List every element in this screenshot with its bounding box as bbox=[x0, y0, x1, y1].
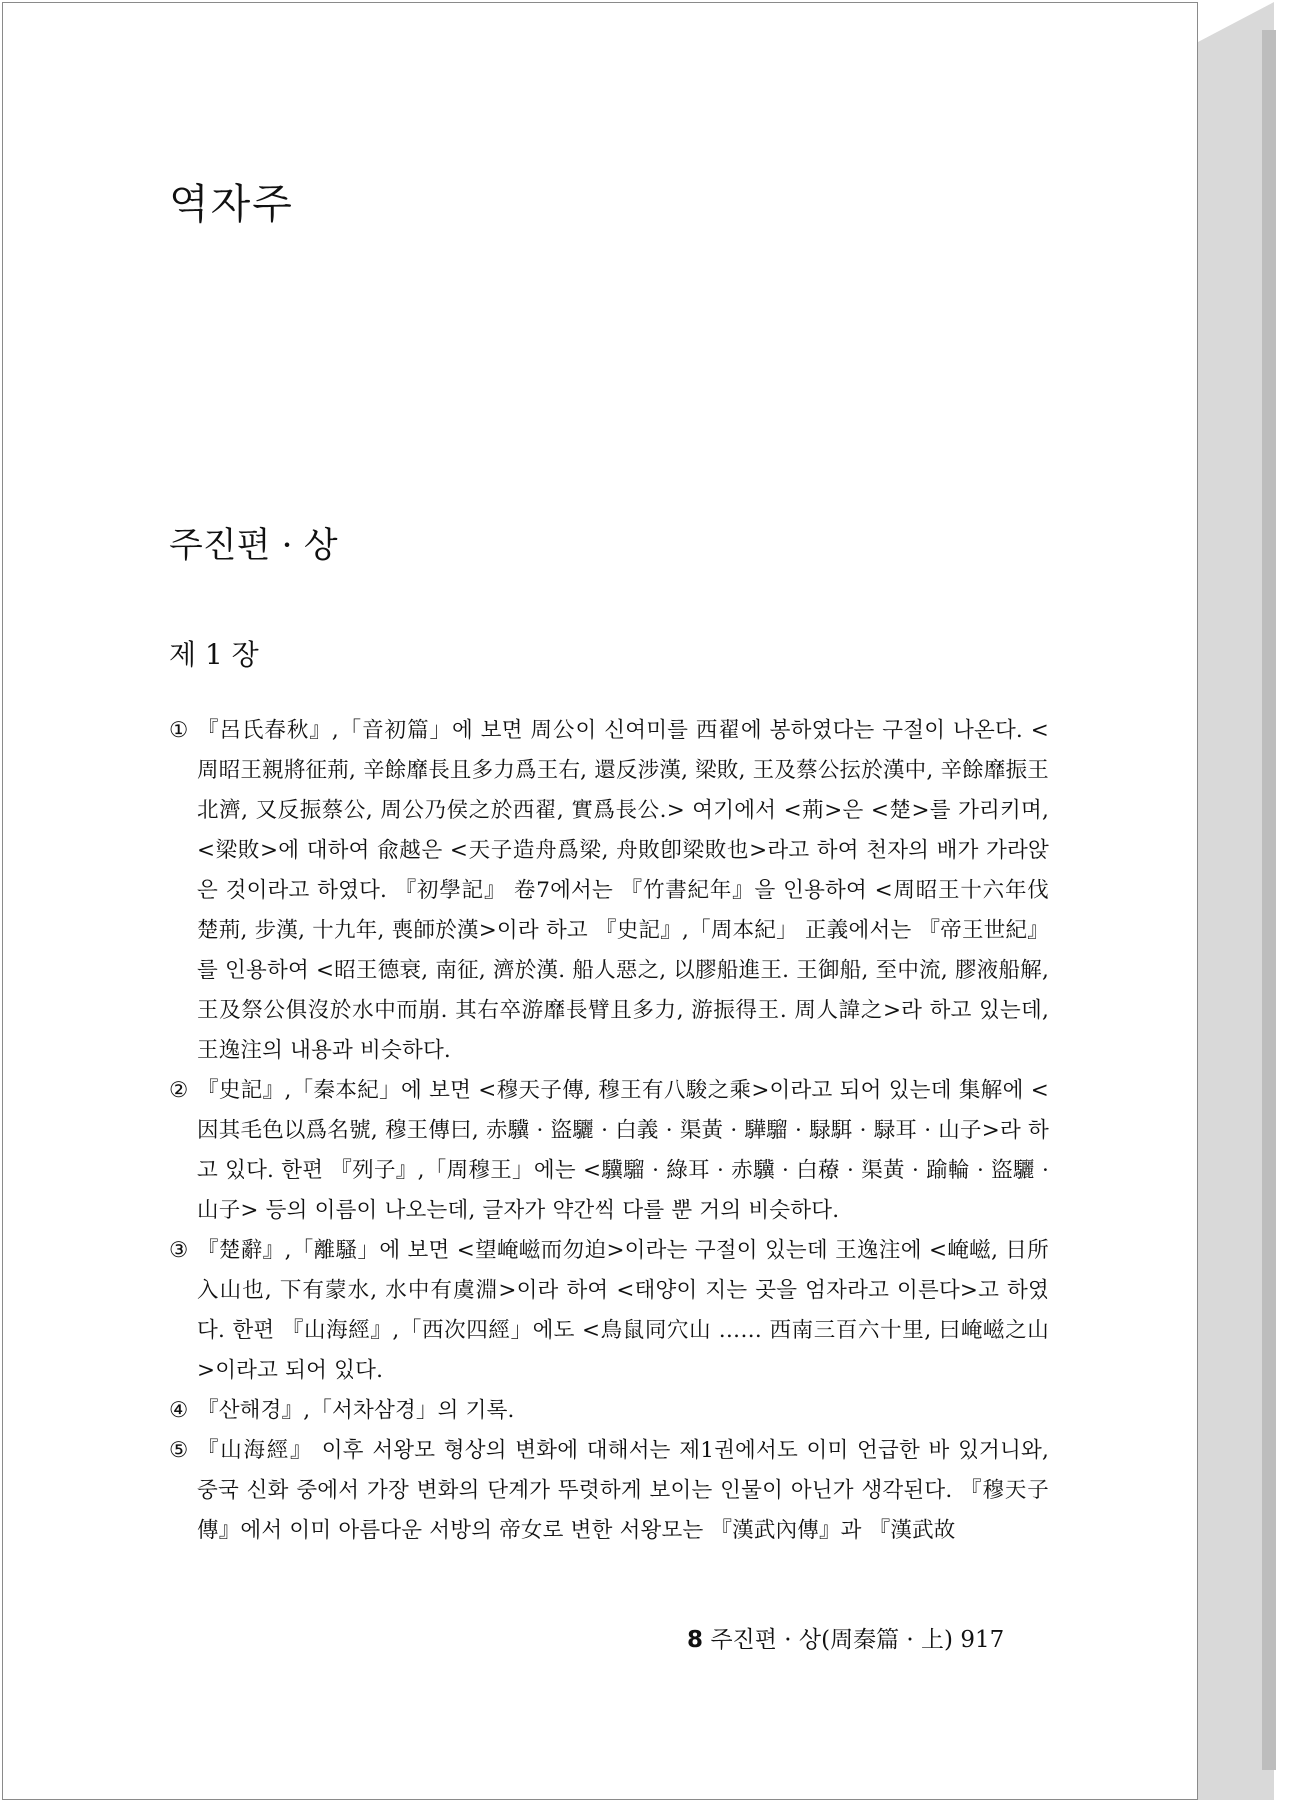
footnote-text: 『楚辭』,「離騷」에 보면 <望崦嵫而勿迫>이라는 구절이 있는데 王逸注에 <崦嵫, 日所入山也, 下有蒙水, 水中有虞淵>이라 하여 <태양이 지는 곳을 엄자라고 이른다>고 하였다. 한편 『山海經』,「西次四經」에도 <鳥鼠同穴山 …… 西南三百六十里, 曰崦嵫之山>이라고 되어 있다. bbox=[197, 1238, 1049, 1383]
footer-chapter-number: 8 bbox=[687, 1627, 704, 1653]
footnote-text: 『산해경』,「서차삼경」의 기록. bbox=[197, 1398, 515, 1423]
footnote-item bbox=[169, 711, 1049, 1071]
footnote-text: 『呂氏春秋』,「音初篇」에 보면 周公이 신여미를 西翟에 봉하였다는 구절이 나온다. <周昭王親將征荊, 辛餘靡長且多力爲王右, 還反涉漢, 梁敗, 王及蔡公抎於漢中, 辛餘靡振王北濟, 又反振蔡公, 周公乃侯之於西翟, 實爲長公.> 여기에서 <荊>은 <楚>를 가리키며, <梁敗>에 대하여 兪越은 <天子造舟爲梁, 舟敗卽梁敗也>라고 하여 천자의 배가 가라앉은 것이라고 하였다. 『初學記』 卷7에서는 『竹書紀年』을 인용하여 <周昭王十六年伐楚荊, 步漢, 十九年, 喪師於漢>이라 하고 『史記』,「周本紀」 正義에서는 『帝王世紀』를 인용하여 <昭王德衰, 南征, 濟於漢. 船人惡之, 以膠船進王. 王御船, 至中流, 膠液船解, 王及祭公俱沒於水中而崩. 其右卒游靡長臂且多力, 游振得王. 周人諱之>라 하고 있는데, 王逸注의 내용과 비슷하다. bbox=[197, 718, 1049, 1063]
footer-title: 주진편 · 상(周秦篇 · 上) bbox=[710, 1627, 954, 1653]
footnote-item bbox=[169, 1431, 1049, 1551]
footnote-list bbox=[169, 711, 1049, 1551]
book-spine-bevel bbox=[1198, 2, 1274, 42]
footnote-text: 『史記』,「秦本紀」에 보면 <穆天子傳, 穆王有八駿之乘>이라고 되어 있는데 集解에 <因其毛色以爲名號, 穆王傳曰, 赤驥 · 盜驪 · 白義 · 渠黃 · 驊騮 · 騄駬 · 騄耳 · 山子>라 하고 있다. 한편 『列子』,「周穆王」에는 <驥騮 · 綠耳 · 赤驥 · 白䕩 · 渠黃 · 踰輪 · 盜驪 · 山子> 등의 이름이 나오는데, 글자가 약간씩 다를 뿐 거의 비슷하다. bbox=[197, 1078, 1049, 1223]
footnote-marker: ⑤ bbox=[169, 1438, 189, 1463]
footnote-item bbox=[169, 1231, 1049, 1391]
book-page bbox=[2, 2, 1198, 1800]
footnote-item bbox=[169, 1391, 1049, 1431]
chapter-heading: 제 1 장 bbox=[169, 638, 259, 671]
page-number: 917 bbox=[960, 1627, 1005, 1653]
footnote-marker: ③ bbox=[169, 1238, 189, 1263]
running-footer bbox=[687, 1621, 1004, 1654]
section-heading: 주진편 · 상 bbox=[169, 526, 338, 566]
footnote-marker: ② bbox=[169, 1078, 189, 1103]
book-spine-shadow bbox=[1262, 30, 1276, 1770]
page-title: 역자주 bbox=[169, 180, 294, 228]
footnote-item bbox=[169, 1071, 1049, 1231]
footnote-marker: ① bbox=[169, 718, 189, 743]
footnote-marker: ④ bbox=[169, 1398, 189, 1423]
footnote-text: 『山海經』 이후 서왕모 형상의 변화에 대해서는 제1권에서도 이미 언급한 바 있거니와, 중국 신화 중에서 가장 변화의 단계가 뚜렷하게 보이는 인물이 아닌가 생각된다. 『穆天子傳』에서 이미 아름다운 서방의 帝女로 변한 서왕모는 『漢武內傳』과 『漢武故 bbox=[197, 1438, 1049, 1543]
